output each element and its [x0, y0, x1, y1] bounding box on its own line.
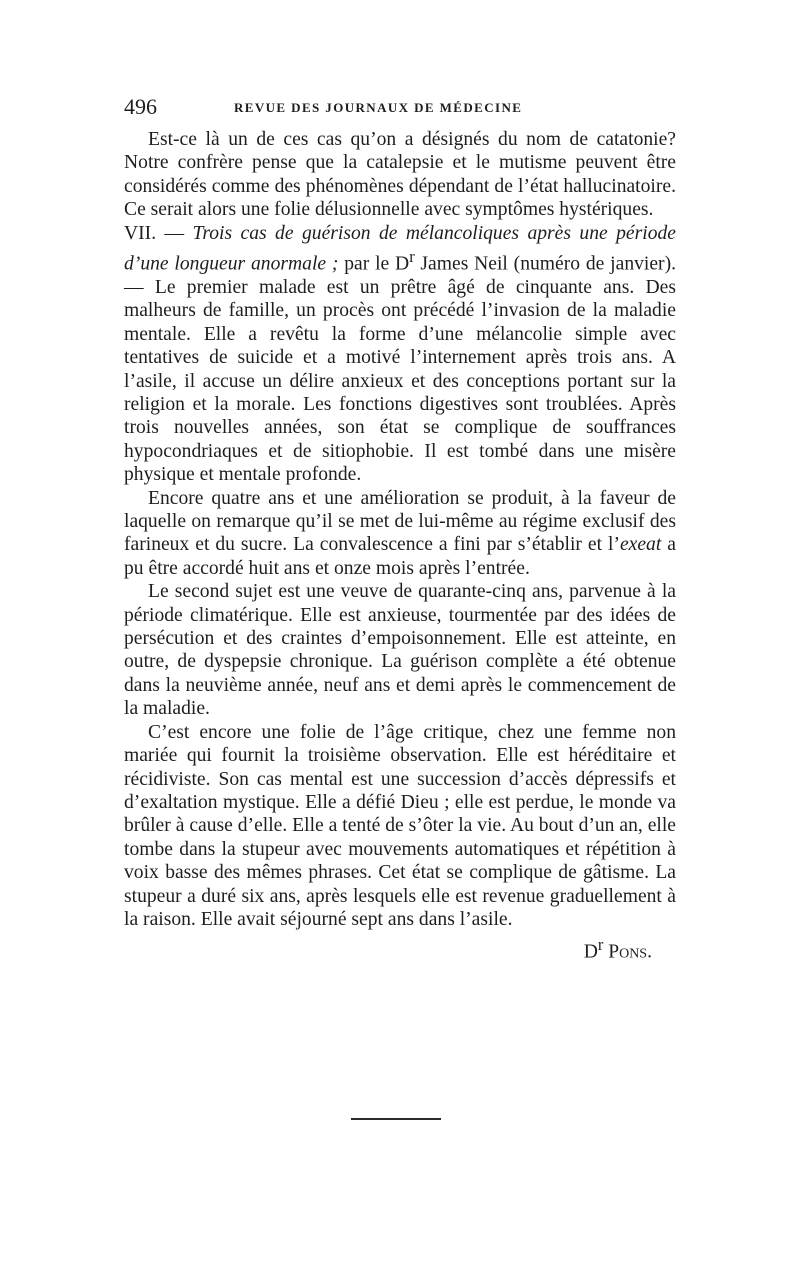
page-number: 496 [124, 94, 157, 119]
exeat-term: exeat [619, 534, 662, 556]
section-number: VII. — [124, 222, 185, 244]
paragraph-catatonia: Est-ce là un de ces cas qu’on a désignés du nom de catatonie? Notre confrère pense que la catalepsie et le mutisme peuvent être considérés comme des phénomènes dépendant de l’état hallucinatoire. Ce serait alors une folie délusionnelle avec symptômes hystériques. [124, 129, 676, 221]
section-vii [124, 222, 676, 487]
signature-superscript: r [597, 935, 604, 955]
paragraph-second-case: Le second sujet est une veuve de quarante-cinq ans, parvenue à la période climatérique. Elle est anxieuse, tourmentée par des idées de persécution et des craintes d’empoisonnement. Elle est atteinte, en outre, de dyspepsie chronique. La guérison complète a été obtenue dans la neuvième année, neuf ans et demi après le commencement de la maladie. [124, 581, 676, 720]
paragraph-convalescence [124, 487, 676, 581]
signature [124, 933, 676, 964]
page-header [124, 94, 676, 118]
dr-superscript: r [409, 247, 415, 267]
section-text: James Neil (numéro de janvier). — Le premier malade est un prêtre âgé de cinquante ans. Des malheurs de famille, un procès ont précédé l’invasion de la maladie mentale. Elle a revêtu la forme d’une mélancolie simple avec tentatives de suicide et a motivé l’internement après trois ans. A l’asile, il accuse un délire anxieux et des conceptions portant sur la religion et la morale. Les fonctions digestives sont troublées. Après trois nouvelles années, son état se complique de souffrances hypocondriaques et de sitiophobie. Il est tombé dans une misère physique et mentale profonde. [124, 253, 676, 486]
article-body [124, 128, 676, 964]
end-rule [351, 1118, 441, 1120]
paragraph-third-case: C’est encore une folie de l’âge critique, chez une femme non mariée qui fournit la troisième observation. Elle est héréditaire et récidiviste. Son cas mental est une succession d’accès dépressifs et d’exaltation mystique. Elle a défié Dieu ; elle est perdue, le monde va brûler à cause d’elle. Elle a tenté de s’ôter la vie. Au bout d’un an, elle tombe dans la stupeur avec mouvements automatiques et répétition à voix basse des mêmes phrases. Cet état se complique de gâtisme. La stupeur a duré six ans, après lesquels elle est revenue graduellement à la raison. Elle avait séjourné sept ans dans l’asile. [124, 721, 676, 930]
convalescence-text-b: a pu être accordé huit ans et onze mois après l’entrée. [124, 534, 676, 579]
signature-prefix: D [583, 941, 598, 963]
signature-name: Pons. [608, 941, 652, 963]
running-title: REVUE DES JOURNAUX DE MÉDECINE [234, 100, 523, 115]
convalescence-text-a: Encore quatre ans et une amélioration se produit, à la faveur de laquelle on remarque qu’il se met de lui-même au régime exclusif des farineux et du sucre. La convalescence a fini par s’établir et l’ [124, 487, 676, 556]
section-author-lead: par le D [344, 253, 410, 275]
section-title: Trois cas de guérison de mélancoliques après une période d’une longueur anormale ; [124, 222, 676, 275]
